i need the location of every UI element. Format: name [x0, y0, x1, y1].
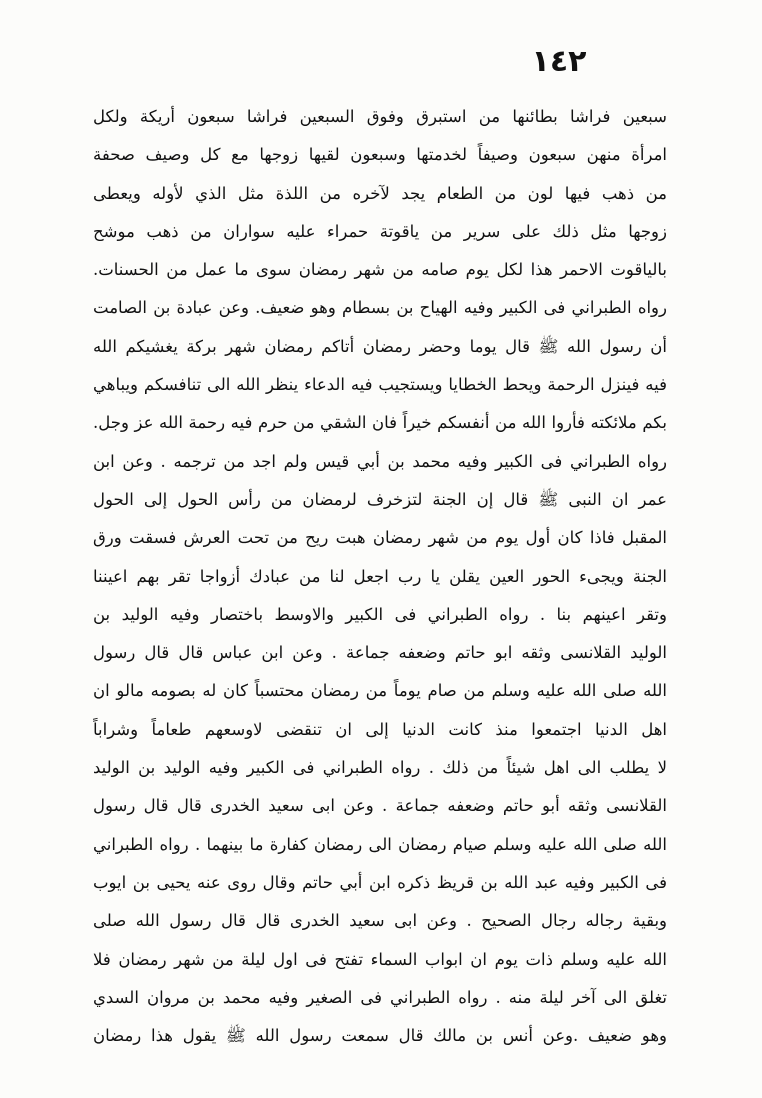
text-line: وتقر اعينهم بنا . رواه الطبراني فى الكبير والاوسط باختصار وفيه الوليد بن [93, 604, 667, 624]
text-line: بكم ملائكته فأروا الله من أنفسكم خيراً فان الشقي من حرم فيه رحمة الله عز وجل. [93, 413, 667, 433]
text-line: تغلق الى آخر ليلة منه . رواه الطبراني فى الصغير وفيه محمد بن مروان السدي [93, 987, 667, 1007]
text-line: امرأة منهن سبعون وصيفاً لخدمتها وسبعون لقيها زوجها مع كل وصيف صحفة [93, 145, 667, 165]
text-line: بالياقوت الاحمر هذا لكل يوم صامه من شهر رمضان سوى ما عمل من الحسنات. [93, 260, 667, 280]
text-line: لا يطلب الى اهل شيئاً من ذلك . رواه الطبراني فى الكبير وفيه الوليد بن الوليد [93, 758, 667, 778]
text-line: الله صلى الله عليه وسلم صيام رمضان الى رمضان كفارة ما بينهما . رواه الطبراني [93, 834, 667, 854]
text-line: عمر ان النبى ﷺ قال إن الجنة لتزخرف لرمضان من رأس الحول إلى الحول [93, 489, 667, 509]
text-line: اهل الدنيا اجتمعوا منذ كانت الدنيا إلى ان تنقضى لاوسعهم طعاماً وشراباً [93, 719, 667, 739]
text-line: المقبل فاذا كان أول يوم من شهر رمضان هبت ريح من تحت العرش فسقت ورق [93, 528, 667, 548]
text-line: فى الكبير وفيه عبد الله بن قريظ ذكره ابن أبي حاتم وقال روى عنه يحيى بن ايوب [93, 872, 667, 892]
text-line: الجنة ويجىء الحور العين يقلن يا رب اجعل لنا من عبادك أزواجا تقر بهم اعيننا [93, 566, 667, 586]
text-line: زوجها مثل ذلك على سرير من ياقوتة حمراء عليه سواران من ذهب موشح [93, 221, 667, 241]
text-line: الله صلى الله عليه وسلم من صام يوماً من رمضان محتسباً كان له بصومه مالو ان [93, 681, 667, 701]
text-line: سبعين فراشا بطائنها من استبرق وفوق السبعين فراشا سبعون أريكة ولكل [93, 107, 667, 126]
text-line: فيه فينزل الرحمة ويحط الخطايا ويستجيب فيه الدعاء ينظر الله الى تنافسكم ويباهي [93, 375, 667, 395]
text-body [93, 98, 667, 1055]
text-line: وبقية رجاله رجال الصحيح . وعن ابى سعيد الخدرى قال قال رسول الله صلى [93, 911, 667, 931]
page-number: ١٤٢ [531, 44, 587, 79]
text-line: أن رسول الله ﷺ قال يوما وحضر رمضان أتاكم رمضان شهر بركة يغشيكم الله [93, 336, 667, 356]
text-line: الوليد القلانسى وثقه ابو حاتم وضعفه جماعة . وعن ابن عباس قال قال رسول [93, 643, 667, 663]
text-line: من ذهب فيها لون من الطعام يجد لآخره من اللذة مثل الذي لأوله ويعطى [93, 183, 667, 203]
text-line: القلانسى وثقه أبو حاتم وضعفه جماعة . وعن ابى سعيد الخدرى قال قال رسول [93, 796, 667, 816]
text-line: رواه الطبراني فى الكبير وفيه الهياح بن بسطام وهو ضعيف. وعن عبادة بن الصامت [93, 298, 667, 318]
text-line: وهو ضعيف .وعن أنس بن مالك قال سمعت رسول الله ﷺ يقول هذا رمضان [93, 1026, 667, 1046]
text-line: رواه الطبراني فى الكبير وفيه محمد بن أبي قيس ولم اجد من ترجمه . وعن ابن [93, 451, 667, 471]
text-line: الله عليه وسلم ذات يوم ان ابواب السماء تفتح فى اول ليلة من شهر رمضان فلا [93, 949, 667, 969]
